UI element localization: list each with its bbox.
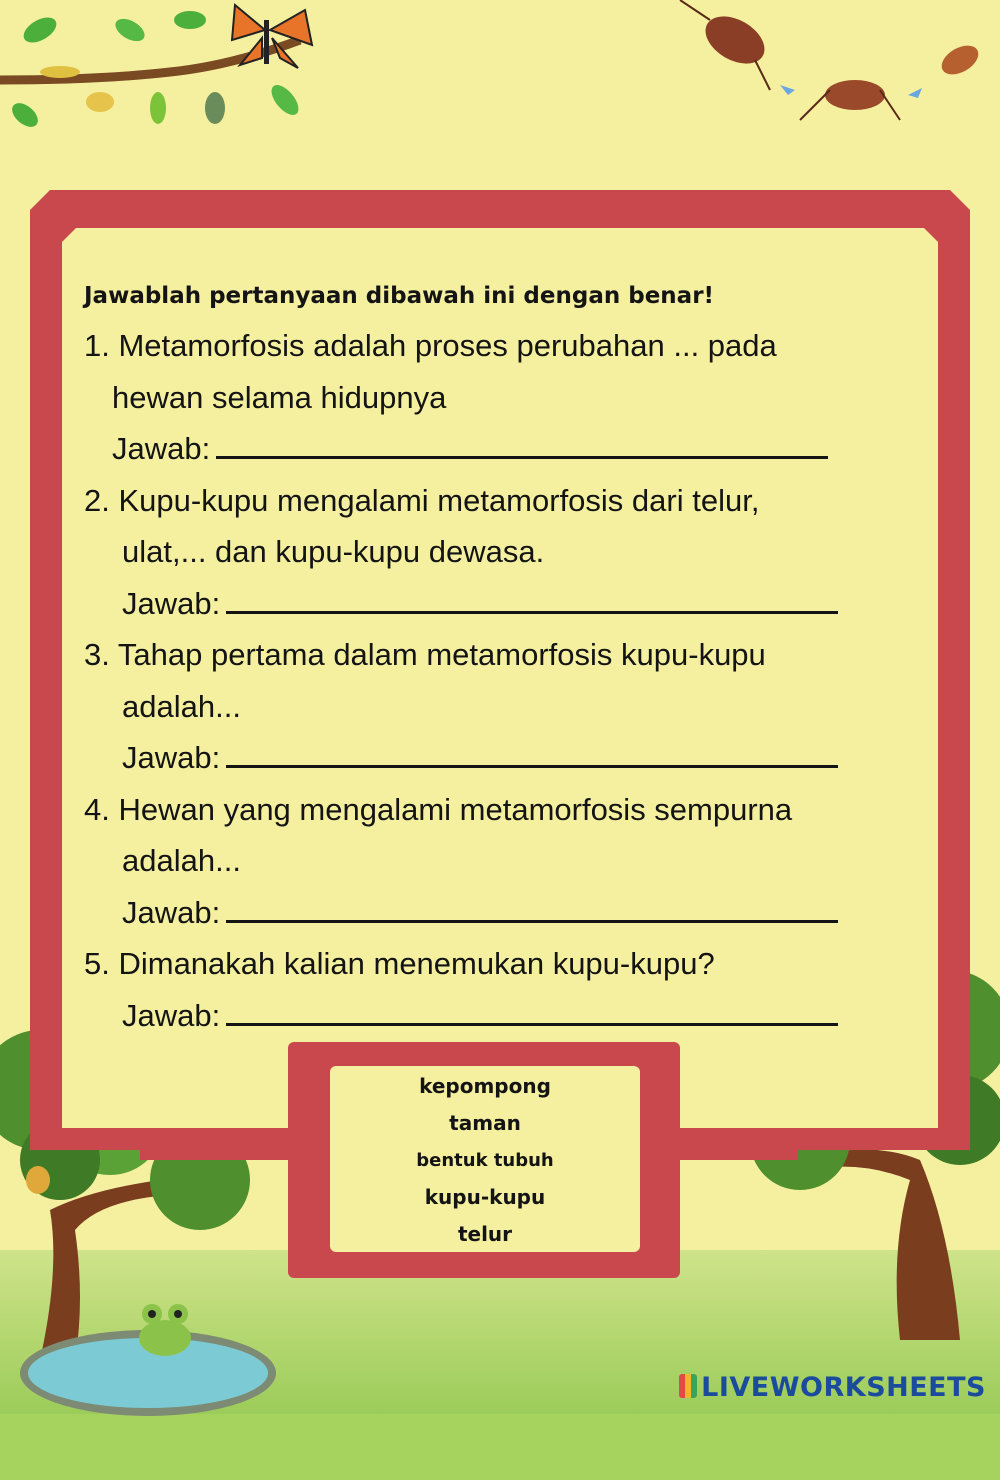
answer-row	[84, 990, 924, 1042]
question-5	[84, 938, 924, 1041]
frog-icon	[130, 1300, 200, 1360]
question-text: ulat,... dan kupu-kupu dewasa.	[122, 534, 545, 569]
question-text: 5. Dimanakah kalian menemukan kupu-kupu?	[84, 946, 715, 981]
word-bank-connector-left	[140, 1128, 290, 1160]
answer-row	[84, 732, 924, 784]
question-text: hewan selama hidupnya	[112, 379, 447, 415]
liveworksheets-logo[interactable]	[679, 1372, 986, 1403]
answer-label: Jawab:	[122, 997, 221, 1033]
question-text: adalah...	[122, 688, 241, 724]
question-text: adalah...	[122, 843, 241, 878]
answer-field-5[interactable]	[226, 993, 838, 1026]
answer-field-1[interactable]	[216, 426, 828, 459]
answer-row	[84, 423, 924, 475]
word-bank-connector-right	[678, 1128, 798, 1160]
word-bank	[330, 1068, 640, 1253]
word-bank-item[interactable]: telur	[457, 1222, 513, 1246]
question-text: 2. Kupu-kupu mengalami metamorfosis dari telur,	[84, 482, 760, 518]
answer-field-3[interactable]	[226, 735, 838, 768]
question-text: 1. Metamorfosis adalah proses perubahan ... pada	[84, 328, 777, 363]
answer-label: Jawab:	[122, 740, 221, 775]
word-bank-item[interactable]: taman	[449, 1111, 521, 1135]
answer-row	[84, 887, 924, 939]
question-text: 4. Hewan yang mengalami metamorfosis sempurna	[84, 791, 793, 827]
word-bank-item[interactable]: kepompong	[419, 1074, 551, 1098]
logo-text: LIVEWORKSHEETS	[701, 1372, 986, 1403]
liveworksheets-logo-icon	[679, 1374, 697, 1398]
word-bank-item[interactable]: bentuk tubuh	[416, 1150, 554, 1171]
instruction-heading: Jawablah pertanyaan dibawah ini dengan benar!	[84, 283, 715, 309]
cockroach-lifecycle-illustration	[660, 0, 1000, 140]
answer-label: Jawab:	[112, 431, 211, 466]
answer-field-2[interactable]	[226, 581, 838, 614]
question-1	[84, 320, 924, 475]
question-content	[84, 278, 924, 1041]
answer-row	[84, 578, 924, 630]
question-2	[84, 475, 924, 630]
question-3	[84, 629, 924, 784]
word-bank-item[interactable]: kupu-kupu	[424, 1185, 546, 1209]
answer-label: Jawab:	[122, 585, 221, 621]
butterfly-lifecycle-illustration	[0, 0, 330, 140]
question-4	[84, 784, 924, 939]
question-text: 3. Tahap pertama dalam metamorfosis kupu-kupu	[84, 637, 766, 672]
answer-field-4[interactable]	[226, 890, 838, 923]
answer-label: Jawab:	[122, 894, 221, 930]
